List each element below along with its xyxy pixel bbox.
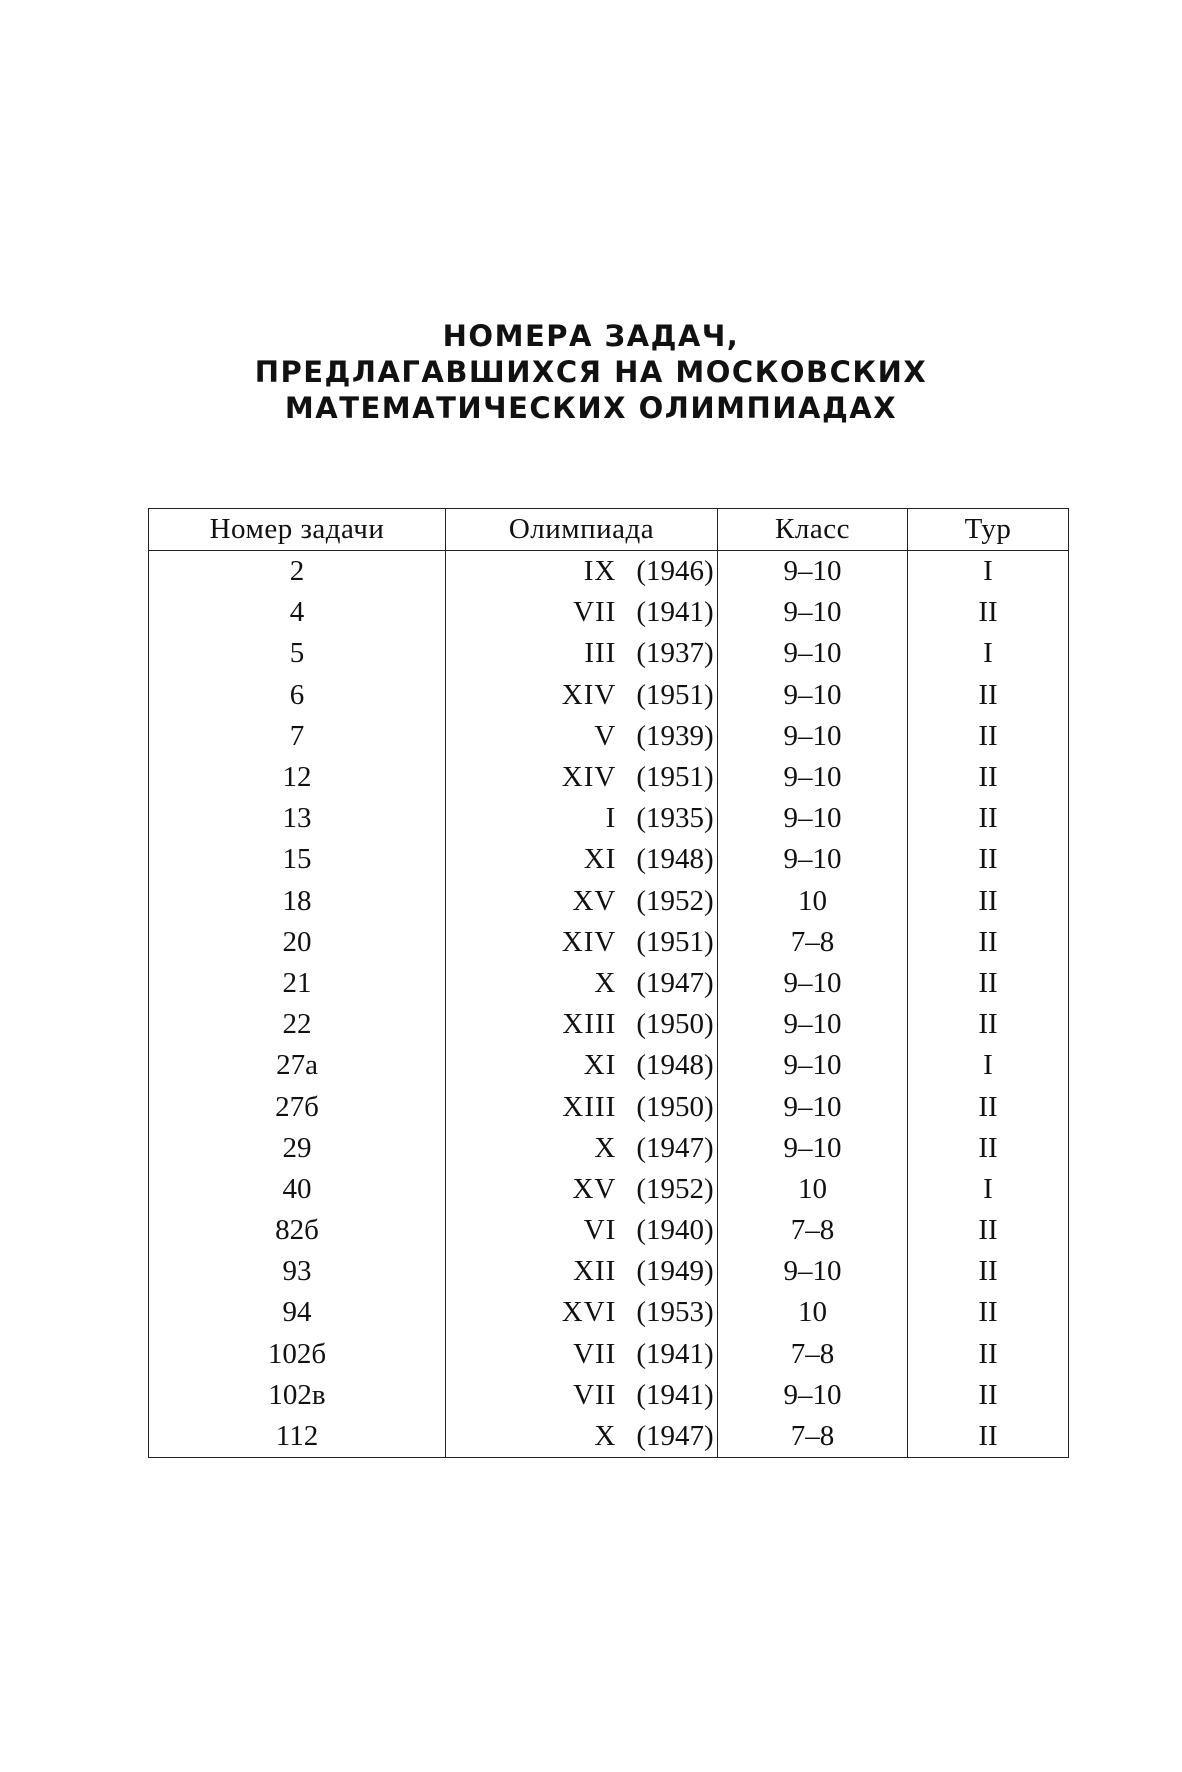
cell-olympiad bbox=[446, 1045, 718, 1086]
table-header-row bbox=[149, 509, 1069, 551]
table-row bbox=[149, 716, 1069, 757]
page-title-line-3: МАТЕМАТИЧЕСКИХ ОЛИМПИАДАХ bbox=[284, 391, 898, 425]
page-title-line-2: ПРЕДЛАГАВШИХСЯ НА МОСКОВСКИХ bbox=[254, 355, 928, 389]
olympiad-year: (1935) bbox=[636, 802, 714, 835]
cell-grade: 7–8 bbox=[718, 1416, 908, 1458]
cell-grade: 9–10 bbox=[718, 1128, 908, 1169]
olympiad-roman-numeral: X bbox=[594, 966, 617, 999]
cell-problem-number: 6 bbox=[149, 675, 446, 716]
cell-olympiad bbox=[446, 1210, 718, 1251]
cell-grade: 7–8 bbox=[718, 1210, 908, 1251]
header-problem-number: Номер задачи bbox=[149, 509, 446, 551]
cell-olympiad bbox=[446, 757, 718, 798]
olympiad-roman-numeral: XVI bbox=[561, 1296, 617, 1329]
cell-problem-number: 2 bbox=[149, 551, 446, 593]
olympiad-roman-numeral: X bbox=[594, 1131, 617, 1164]
table-row bbox=[149, 675, 1069, 716]
cell-problem-number: 13 bbox=[149, 798, 446, 839]
cell-grade: 9–10 bbox=[718, 757, 908, 798]
cell-problem-number: 40 bbox=[149, 1169, 446, 1210]
cell-round: II bbox=[908, 675, 1069, 716]
cell-round: II bbox=[908, 1128, 1069, 1169]
cell-round: II bbox=[908, 1251, 1069, 1292]
table-row bbox=[149, 1416, 1069, 1458]
cell-round: I bbox=[908, 1045, 1069, 1086]
cell-grade: 9–10 bbox=[718, 1086, 908, 1127]
cell-round: II bbox=[908, 1004, 1069, 1045]
cell-problem-number: 112 bbox=[149, 1416, 446, 1458]
header-grade: Класс bbox=[718, 509, 908, 551]
cell-olympiad bbox=[446, 1086, 718, 1127]
header-round: Тур bbox=[908, 509, 1069, 551]
cell-round: II bbox=[908, 1334, 1069, 1375]
cell-grade: 7–8 bbox=[718, 1334, 908, 1375]
cell-grade: 10 bbox=[718, 881, 908, 922]
olympiad-roman-numeral: XIII bbox=[562, 1090, 617, 1123]
cell-round: II bbox=[908, 592, 1069, 633]
cell-problem-number: 7 bbox=[149, 716, 446, 757]
cell-olympiad bbox=[446, 1334, 718, 1375]
olympiad-year: (1937) bbox=[636, 637, 714, 670]
cell-problem-number: 27б bbox=[149, 1086, 446, 1127]
cell-grade: 10 bbox=[718, 1169, 908, 1210]
cell-olympiad bbox=[446, 1169, 718, 1210]
cell-olympiad bbox=[446, 551, 718, 593]
cell-grade: 7–8 bbox=[718, 922, 908, 963]
olympiad-year: (1947) bbox=[636, 1420, 714, 1453]
olympiad-year: (1948) bbox=[636, 1049, 714, 1082]
olympiad-roman-numeral: XIV bbox=[561, 678, 617, 711]
cell-problem-number: 22 bbox=[149, 1004, 446, 1045]
olympiad-roman-numeral: I bbox=[605, 802, 617, 835]
cell-round: II bbox=[908, 839, 1069, 880]
olympiad-roman-numeral: XIII bbox=[562, 1008, 617, 1041]
olympiad-roman-numeral: VI bbox=[583, 1214, 617, 1247]
olympiad-roman-numeral: VII bbox=[573, 1378, 617, 1411]
cell-grade: 9–10 bbox=[718, 1375, 908, 1416]
olympiad-year: (1952) bbox=[636, 884, 714, 917]
olympiad-roman-numeral: XI bbox=[583, 1049, 617, 1082]
table-row bbox=[149, 757, 1069, 798]
table-row bbox=[149, 1086, 1069, 1127]
cell-grade: 9–10 bbox=[718, 963, 908, 1004]
cell-olympiad bbox=[446, 716, 718, 757]
olympiad-roman-numeral: VII bbox=[573, 596, 617, 629]
table-row bbox=[149, 1004, 1069, 1045]
cell-problem-number: 5 bbox=[149, 633, 446, 674]
cell-problem-number: 94 bbox=[149, 1292, 446, 1333]
table-body bbox=[149, 551, 1069, 1458]
cell-round: II bbox=[908, 716, 1069, 757]
olympiad-roman-numeral: XIV bbox=[561, 761, 617, 794]
cell-olympiad bbox=[446, 922, 718, 963]
header-olympiad: Олимпиада bbox=[446, 509, 718, 551]
olympiad-year: (1951) bbox=[636, 925, 714, 958]
cell-problem-number: 29 bbox=[149, 1128, 446, 1169]
olympiad-roman-numeral: XV bbox=[572, 884, 617, 917]
olympiad-roman-numeral: X bbox=[594, 1420, 617, 1453]
olympiad-year: (1952) bbox=[636, 1172, 714, 1205]
olympiad-year: (1947) bbox=[636, 1131, 714, 1164]
cell-olympiad bbox=[446, 1004, 718, 1045]
table-row bbox=[149, 633, 1069, 674]
cell-olympiad bbox=[446, 675, 718, 716]
olympiad-roman-numeral: XII bbox=[573, 1255, 617, 1288]
olympiad-year: (1950) bbox=[636, 1090, 714, 1123]
page-title-line-1: НОМЕРА ЗАДАЧ, bbox=[442, 319, 740, 353]
olympiad-year: (1951) bbox=[636, 761, 714, 794]
table-row bbox=[149, 1375, 1069, 1416]
table-row bbox=[149, 1334, 1069, 1375]
cell-problem-number: 102в bbox=[149, 1375, 446, 1416]
table-row bbox=[149, 551, 1069, 593]
olympiad-year: (1949) bbox=[636, 1255, 714, 1288]
cell-grade: 9–10 bbox=[718, 798, 908, 839]
table-row bbox=[149, 1210, 1069, 1251]
cell-problem-number: 102б bbox=[149, 1334, 446, 1375]
table-row bbox=[149, 881, 1069, 922]
cell-round: II bbox=[908, 922, 1069, 963]
cell-olympiad bbox=[446, 1128, 718, 1169]
cell-round: II bbox=[908, 881, 1069, 922]
cell-grade: 9–10 bbox=[718, 551, 908, 593]
table-row bbox=[149, 922, 1069, 963]
cell-problem-number: 82б bbox=[149, 1210, 446, 1251]
cell-round: II bbox=[908, 1416, 1069, 1458]
cell-olympiad bbox=[446, 592, 718, 633]
cell-round: II bbox=[908, 1292, 1069, 1333]
olympiad-year: (1948) bbox=[636, 843, 714, 876]
table-row bbox=[149, 592, 1069, 633]
table-row bbox=[149, 1251, 1069, 1292]
cell-grade: 9–10 bbox=[718, 1045, 908, 1086]
cell-olympiad bbox=[446, 798, 718, 839]
cell-olympiad bbox=[446, 1375, 718, 1416]
olympiad-year: (1950) bbox=[636, 1008, 714, 1041]
cell-problem-number: 21 bbox=[149, 963, 446, 1004]
olympiad-year: (1951) bbox=[636, 678, 714, 711]
olympiad-year: (1941) bbox=[636, 1337, 714, 1370]
cell-round: I bbox=[908, 633, 1069, 674]
cell-grade: 9–10 bbox=[718, 1004, 908, 1045]
table-row bbox=[149, 1045, 1069, 1086]
olympiad-year: (1941) bbox=[636, 596, 714, 629]
cell-olympiad bbox=[446, 839, 718, 880]
cell-grade: 9–10 bbox=[718, 716, 908, 757]
cell-problem-number: 15 bbox=[149, 839, 446, 880]
cell-problem-number: 4 bbox=[149, 592, 446, 633]
cell-olympiad bbox=[446, 1251, 718, 1292]
olympiad-year: (1940) bbox=[636, 1214, 714, 1247]
olympiad-problems-table bbox=[148, 508, 1069, 1458]
cell-olympiad bbox=[446, 881, 718, 922]
cell-round: II bbox=[908, 963, 1069, 1004]
cell-problem-number: 12 bbox=[149, 757, 446, 798]
olympiad-year: (1947) bbox=[636, 966, 714, 999]
cell-round: II bbox=[908, 798, 1069, 839]
olympiad-roman-numeral: XV bbox=[572, 1172, 617, 1205]
cell-round: II bbox=[908, 1210, 1069, 1251]
table-row bbox=[149, 1292, 1069, 1333]
table-row bbox=[149, 963, 1069, 1004]
cell-problem-number: 93 bbox=[149, 1251, 446, 1292]
cell-grade: 9–10 bbox=[718, 633, 908, 674]
cell-problem-number: 18 bbox=[149, 881, 446, 922]
cell-problem-number: 20 bbox=[149, 922, 446, 963]
cell-grade: 9–10 bbox=[718, 1251, 908, 1292]
cell-olympiad bbox=[446, 1292, 718, 1333]
cell-grade: 9–10 bbox=[718, 675, 908, 716]
cell-olympiad bbox=[446, 633, 718, 674]
cell-round: I bbox=[908, 551, 1069, 593]
table-row bbox=[149, 839, 1069, 880]
cell-grade: 9–10 bbox=[718, 839, 908, 880]
cell-round: II bbox=[908, 1086, 1069, 1127]
olympiad-roman-numeral: III bbox=[584, 637, 617, 670]
table-row bbox=[149, 1128, 1069, 1169]
olympiad-roman-numeral: V bbox=[594, 719, 617, 752]
olympiad-year: (1946) bbox=[636, 555, 714, 588]
cell-round: II bbox=[908, 757, 1069, 798]
olympiad-roman-numeral: VII bbox=[573, 1337, 617, 1370]
olympiad-year: (1953) bbox=[636, 1296, 714, 1329]
olympiad-year: (1941) bbox=[636, 1378, 714, 1411]
cell-olympiad bbox=[446, 963, 718, 1004]
table-row bbox=[149, 798, 1069, 839]
olympiad-roman-numeral: XIV bbox=[561, 925, 617, 958]
table-row bbox=[149, 1169, 1069, 1210]
cell-round: I bbox=[908, 1169, 1069, 1210]
cell-olympiad bbox=[446, 1416, 718, 1458]
olympiad-year: (1939) bbox=[636, 719, 714, 752]
cell-round: II bbox=[908, 1375, 1069, 1416]
cell-grade: 10 bbox=[718, 1292, 908, 1333]
olympiad-roman-numeral: IX bbox=[583, 555, 617, 588]
page-title bbox=[0, 318, 1182, 426]
cell-problem-number: 27а bbox=[149, 1045, 446, 1086]
olympiad-roman-numeral: XI bbox=[583, 843, 617, 876]
cell-grade: 9–10 bbox=[718, 592, 908, 633]
